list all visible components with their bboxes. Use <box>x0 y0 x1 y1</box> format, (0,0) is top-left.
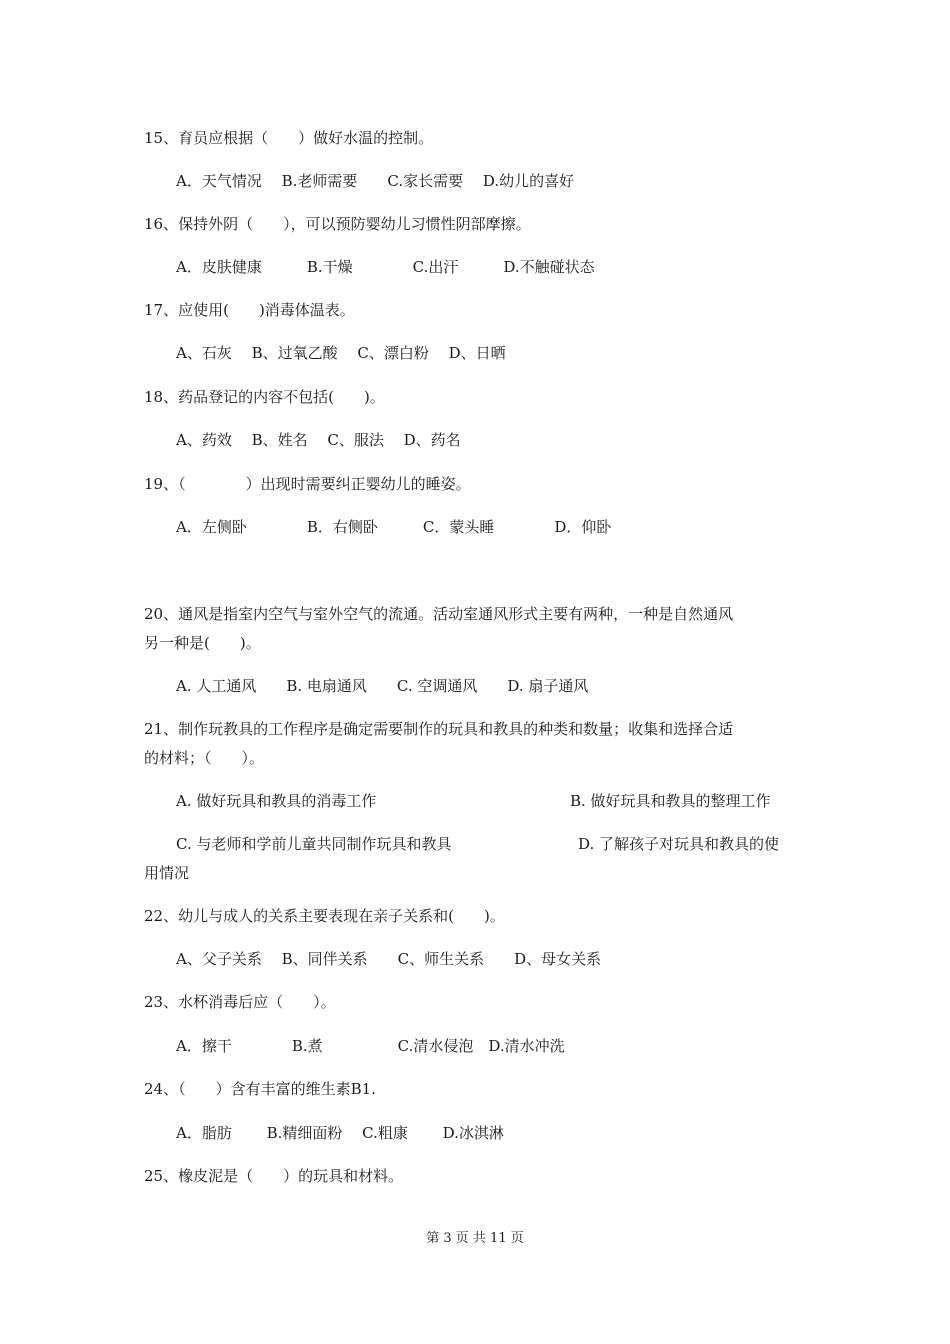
question-15-options: A．天气情况 B.老师需要 C.家长需要 D.幼儿的喜好 <box>176 172 575 190</box>
question-22-options: A、父子关系 B、同伴关系 C、师生关系 D、母女关系 <box>176 950 602 968</box>
question-17-stem: 17、应使用( )消毒体温表。 <box>144 301 355 319</box>
question-17-options: A、石灰 B、过氧乙酸 C、漂白粉 D、日晒 <box>176 344 506 362</box>
question-22-stem: 22、幼儿与成人的关系主要表现在亲子关系和( )。 <box>144 907 505 925</box>
question-21-stem-line-1: 21、制作玩教具的工作程序是确定需要制作的玩具和教具的种类和数量；收集和选择合适 <box>144 720 734 738</box>
question-18-stem: 18、药品登记的内容不包括( )。 <box>144 388 385 406</box>
question-24-options: A．脂肪 B.精细面粉 C.粗康 D.冰淇淋 <box>176 1124 504 1142</box>
page-number-footer: 第 3 页 共 11 页 <box>426 1231 524 1246</box>
question-21-option-d-line-1: D. 了解孩子对玩具和教具的使 <box>578 835 780 853</box>
question-20-stem-line-2: 另一种是( )。 <box>144 634 261 652</box>
question-21-option-d-line-2: 用情况 <box>144 864 190 882</box>
question-24-stem: 24、（ ）含有丰富的维生素B1. <box>144 1080 376 1098</box>
question-21-option-a: A. 做好玩具和教具的消毒工作 <box>176 792 377 810</box>
question-16-stem: 16、保持外阴（ ），可以预防婴幼儿习惯性阴部摩擦。 <box>144 215 531 233</box>
question-19-stem: 19、（ ）出现时需要纠正婴幼儿的睡姿。 <box>144 475 471 493</box>
question-23-stem: 23、水杯消毒后应（ ）。 <box>144 993 336 1011</box>
question-21-option-c: C. 与老师和学前儿童共同制作玩具和教具 <box>176 835 452 853</box>
question-21-stem-line-2: 的材料；（ ）。 <box>144 749 265 767</box>
question-25-stem: 25、橡皮泥是（ ）的玩具和材料。 <box>144 1167 404 1185</box>
question-19-options: A．左侧卧 B．右侧卧 C．蒙头睡 D．仰卧 <box>176 518 612 536</box>
question-20-stem-line-1: 20、通风是指室内空气与室外空气的流通。活动室通风形式主要有两种，一种是自然通风 <box>144 605 734 623</box>
question-23-options: A．擦干 B.煮 C.清水侵泡 D.清水冲洗 <box>176 1037 565 1055</box>
question-16-options: A．皮肤健康 B.干燥 C.出汗 D.不触碰状态 <box>176 258 595 276</box>
question-21-option-b: B. 做好玩具和教具的整理工作 <box>570 792 771 810</box>
question-15-stem: 15、育员应根据（ ）做好水温的控制。 <box>144 129 434 147</box>
question-20-options: A. 人工通风 B. 电扇通风 C. 空调通风 D. 扇子通风 <box>176 677 589 695</box>
question-18-options: A、药效 B、姓名 C、服法 D、药名 <box>176 431 461 449</box>
